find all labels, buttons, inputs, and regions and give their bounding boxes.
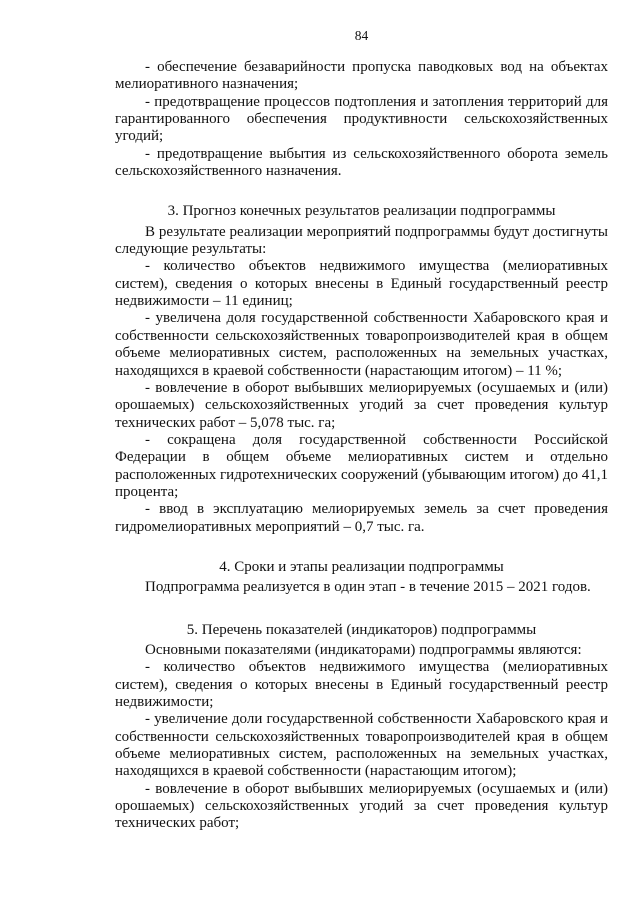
- section-4-paragraph-1: Подпрограмма реализуется в один этап - в течение 2015 – 2021 годов.: [145, 579, 591, 596]
- section-5-paragraph-4: - вовлечение в оборот выбывших мелиорируемых (осушаемых и (или) орошаемых) сельскохозяйственных угодий за счет проведения культур технических работ;: [115, 780, 608, 832]
- section-3-paragraph-3: - увеличена доля государственной собственности Хабаровского края и собственности сельскохозяйственных товаропроизводителей края в общем объеме мелиоративных систем, расположенных на земельных участках, находящихся в краевой собственности (нарастающим итогом) – 11 %;: [115, 310, 608, 379]
- page-number: 84: [354, 28, 369, 43]
- section-3-paragraph-1: В результате реализации мероприятий подпрограммы будут достигнуты следующие результаты:: [115, 223, 608, 258]
- section-3-paragraph-2: - количество объектов недвижимого имущества (мелиоративных систем), сведения о которых внесены в Единый государственный реестр недвижимости – 11 единиц;: [115, 258, 608, 310]
- section-3-paragraph-6: - ввод в эксплуатацию мелиорируемых земель за счет проведения гидромелиоративных мероприятий – 0,7 тыс. га.: [115, 501, 608, 535]
- document-body: [115, 59, 608, 833]
- section-4-heading: 4. Сроки и этапы реализации подпрограммы: [219, 558, 504, 575]
- section-3-paragraph-5: - сокращена доля государственной собственности Российской Федерации в общем объеме мелиоративных систем и отдельно расположенных гидротехнических сооружений (убывающим итогом) до 41,1 процента;: [115, 431, 608, 500]
- intro-item-2: - предотвращение процессов подтопления и затопления территорий для гарантированного обеспечения продуктивности сельскохозяйственных угодий;: [115, 93, 608, 145]
- intro-item-3: - предотвращение выбытия из сельскохозяйственного оборота земель сельскохозяйственного назначения.: [115, 145, 608, 180]
- section-5-heading: 5. Перечень показателей (индикаторов) подпрограммы: [186, 621, 537, 638]
- section-3-paragraph-4: - вовлечение в оборот выбывших мелиорируемых (осушаемых и (или) орошаемых) сельскохозяйственных угодий за счет проведения культур технических работ – 5,078 тыс. га;: [115, 379, 608, 431]
- section-5-paragraph-2: - количество объектов недвижимого имущества (мелиоративных систем), сведения о которых внесены в Единый государственный реестр недвижимости;: [115, 659, 608, 710]
- section-5-paragraph-3: - увеличение доли государственной собственности Хабаровского края и собственности сельскохозяйственных товаропроизводителей края в общем объеме мелиоративных систем, расположенных на земельных участках, находящихся в краевой собственности (нарастающим итогом);: [115, 711, 608, 780]
- intro-item-1: - обеспечение безаварийности пропуска паводковых вод на объектах мелиоративного назначения;: [115, 59, 608, 93]
- section-3-heading: 3. Прогноз конечных результатов реализации подпрограммы: [167, 203, 556, 220]
- section-5-paragraph-1: Основными показателями (индикаторами) подпрограммы являются:: [145, 641, 582, 658]
